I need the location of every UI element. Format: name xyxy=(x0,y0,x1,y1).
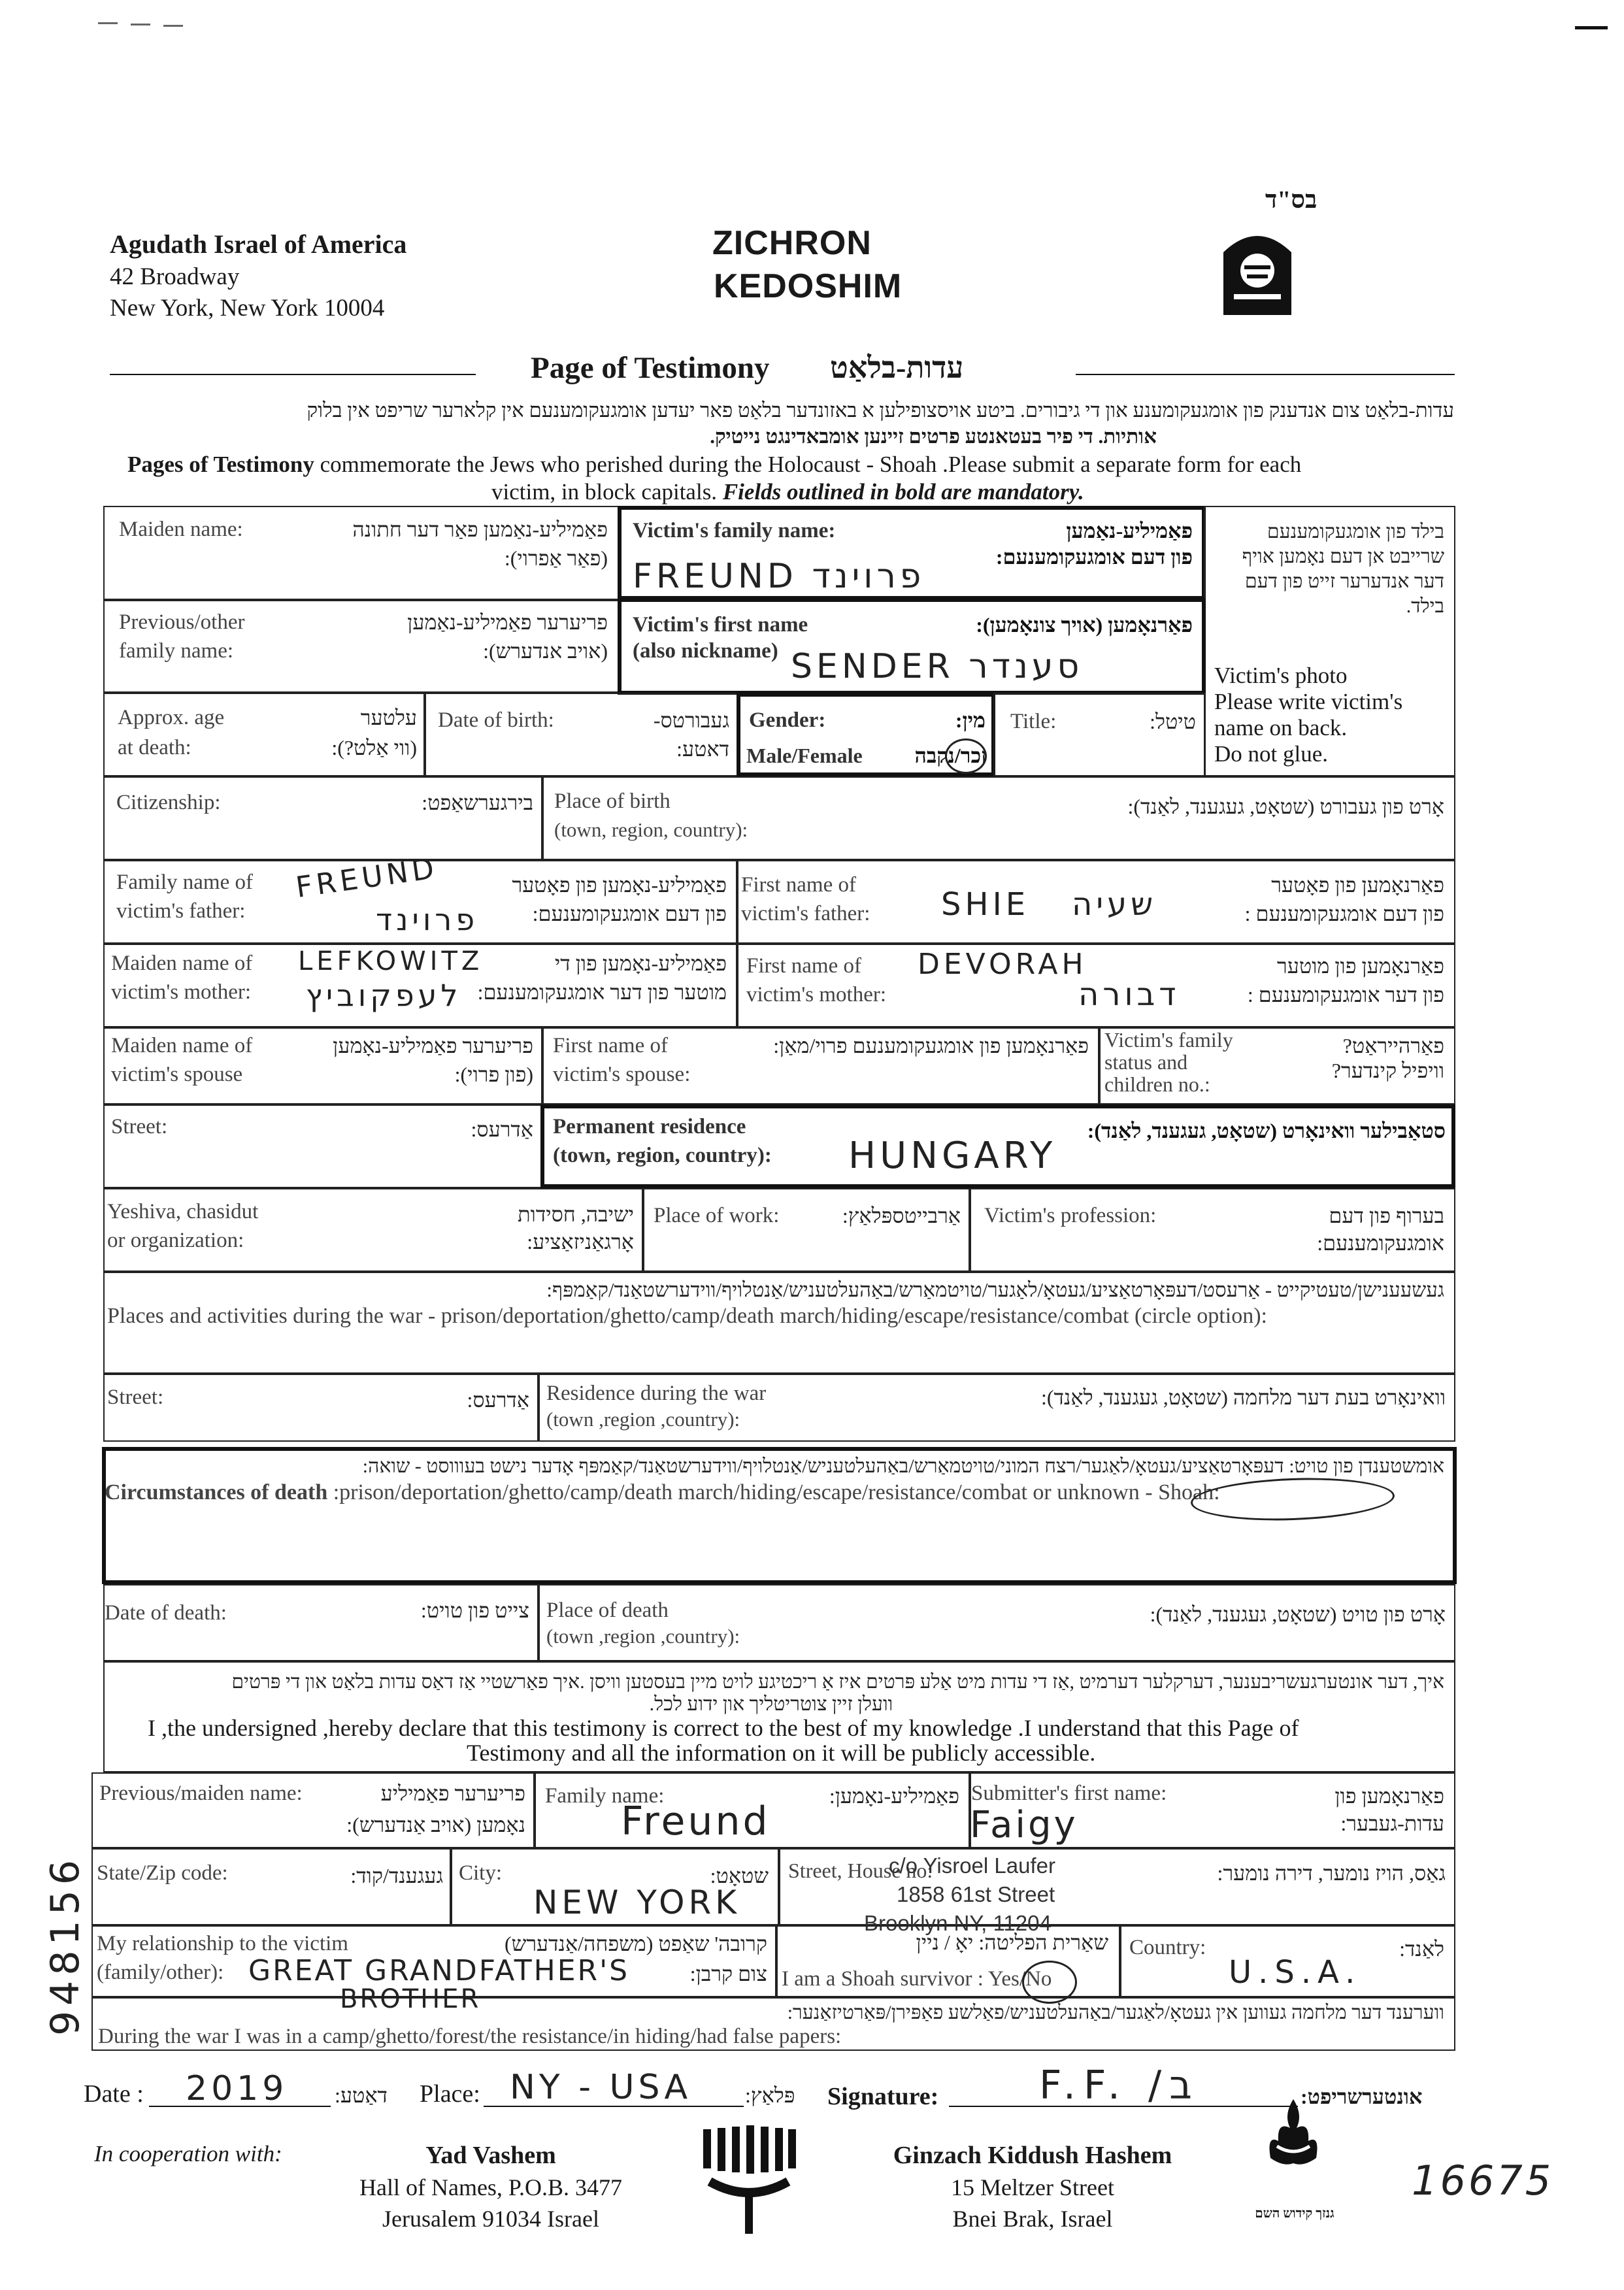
father-first-name-value2: שעיה xyxy=(1072,886,1157,923)
place-of-work-label: Place of work: xyxy=(654,1204,780,1227)
ginzach-logo-icon xyxy=(1257,2095,1329,2206)
citizenship-label: Citizenship: xyxy=(116,791,221,814)
yeshiva-label1: Yeshiva, chasidut xyxy=(107,1200,259,1223)
org-name: Agudath Israel of America xyxy=(110,229,407,259)
father-first-name-label-he2: פון דעם אומגעקומענעם : xyxy=(1244,902,1444,925)
place-of-work-field[interactable] xyxy=(643,1188,970,1272)
scan-mark3 xyxy=(163,25,183,27)
father-family-name-value2: פרוינד xyxy=(376,902,479,937)
submitter-country-label: Country: xyxy=(1129,1936,1206,1959)
spouse-maiden-name-label2: victim's spouse xyxy=(111,1063,243,1086)
gender-label-he2: זכר/נקבה xyxy=(914,744,987,767)
victim-profession-label-he2: אומגעקומענעם: xyxy=(1317,1231,1444,1255)
submitter-city-label-he: שטאָט: xyxy=(710,1864,769,1887)
family-status-label2: status and xyxy=(1104,1050,1188,1074)
submitter-first-name-label-he2: עדות-געבער: xyxy=(1340,1812,1444,1835)
victim-family-name-label: Victim's family name: xyxy=(633,519,836,542)
photo-note-en1: Victim's photo xyxy=(1214,663,1348,688)
father-family-name-value1: FREUND xyxy=(293,852,440,904)
ginzach-address1: 15 Meltzer Street xyxy=(951,2174,1114,2200)
submitter-previous-name-label: Previous/maiden name: xyxy=(99,1782,303,1805)
relationship-label1: My relationship to the victim xyxy=(97,1932,348,1955)
mother-first-name-label2: victim's mother: xyxy=(746,983,887,1006)
place-label-he: פּלאַץ: xyxy=(745,2083,795,2107)
permanent-residence-label1: Permanent residence xyxy=(553,1115,746,1138)
date-label-he: דאַטע: xyxy=(335,2083,388,2107)
submitter-street-label: Street, House no: xyxy=(788,1859,933,1882)
photo-note-en3: name on back. xyxy=(1214,715,1348,740)
during-war-label: During the war I was in a camp/ghetto/forest/the resistance/in hiding/had false papers: xyxy=(98,2025,842,2048)
gender-male-circle-mark xyxy=(945,738,987,774)
family-status-label-he1: פאַרהייראַט? xyxy=(1342,1034,1444,1057)
age-at-death-label-he1: עלטער xyxy=(360,706,417,729)
during-war-label-he: ווערענד דער מלחמה געווען אין געטאָ/לאַגער/באַהעלטעניש/פאַלשע פאַפּירן/פּאַרטיזאַנער: xyxy=(787,2002,1444,2023)
address-stamp-line3: Brooklyn NY, 11204 xyxy=(864,1911,1052,1935)
org-address-line1: 42 Broadway xyxy=(110,263,240,290)
victim-first-name-label-he: פאַרנאָמען (אויך צונאָמען): xyxy=(976,613,1193,637)
yad-vashem-address2: Jerusalem 91034 Israel xyxy=(382,2206,599,2232)
signature-value[interactable]: F.F. /ב xyxy=(1039,2063,1200,2108)
mother-first-name-label-he1: פאַרנאָמען פון מוטער xyxy=(1277,954,1444,978)
submitter-city-label: City: xyxy=(459,1861,503,1885)
war-places-label: Places and activities during the war - prison/deportation/ghetto/camp/death march/hiding/escape/resistance/combat (circle option): xyxy=(107,1304,1267,1328)
street-label-he: אַדרעס: xyxy=(471,1118,533,1141)
previous-family-name-label2: family name: xyxy=(119,639,234,663)
ginzach-logo-text: גנזך קידוש השם xyxy=(1255,2206,1334,2221)
maiden-name-label: Maiden name: xyxy=(119,518,243,541)
submitter-first-name-label-he1: פאַרנאָמען פון xyxy=(1334,1784,1444,1808)
scan-mark1 xyxy=(98,22,118,24)
war-residence-label-he: וואינאָרט בעת דער מלחמה (שטאָט, געגענד, לאַנד): xyxy=(1041,1386,1446,1409)
submitter-first-name-label: Submitter's first name: xyxy=(971,1782,1167,1805)
mother-maiden-name-value1: LEFKOWITZ xyxy=(298,946,484,976)
photo-note-he2: שרייבט אן דעם נאָמען אויף xyxy=(1242,546,1444,567)
yeshiva-label-he1: ישיבה, חסידות xyxy=(518,1203,634,1226)
intro-english-text: commemorate the Jews who perished during the Holocaust - Shoah .Please submit a separate form for each xyxy=(314,452,1302,477)
title-label: Title: xyxy=(1010,710,1057,733)
date-of-birth-label-he2: דאטע: xyxy=(676,737,729,761)
mother-first-name-label1: First name of xyxy=(746,954,861,978)
date-of-death-label-he: צייט פון טויט: xyxy=(420,1599,529,1622)
intro-yiddish-line2: אותיות. די פיר בעטאנטע פרטים זיינען אומבאדינגט נייטיק. xyxy=(710,425,1157,448)
family-status-label3: children no.: xyxy=(1104,1072,1210,1096)
corner-handwritten-number: 16675 xyxy=(1412,2157,1554,2204)
mother-first-name-value1: DEVORAH xyxy=(918,948,1087,981)
title-rule-right xyxy=(1076,374,1455,375)
submitter-first-name-value: Faigy xyxy=(970,1804,1078,1846)
date-label: Date : xyxy=(84,2080,144,2108)
place-of-birth-label1: Place of birth xyxy=(554,789,671,813)
declaration-he1: איך, דער אונטערגעשריבענער, דערקלער דערמיט ,אַז די עדות מיט אַלע פּרטים איז אַ ריכטיגע לויט מיין בעסטען וויסן .איך פאַרשטיי אַז דאַס עדות בלאַט און די פּרטים xyxy=(231,1671,1444,1693)
ginzach-name: Ginzach Kiddush Hashem xyxy=(893,2142,1172,2169)
submitter-state-zip-label: State/Zip code: xyxy=(97,1861,228,1885)
form-title-line1: ZICHRON xyxy=(712,224,872,262)
submitter-country-label-he: לאַנד: xyxy=(1399,1937,1444,1961)
date-of-death-label: Date of death: xyxy=(105,1601,227,1625)
permanent-residence-label2: (town, region, country): xyxy=(553,1144,772,1167)
previous-family-name-label1: Previous/other xyxy=(119,610,245,634)
gender-label-he1: מין: xyxy=(955,708,986,732)
submitter-previous-name-label-he1: פריערער פאַמיליע xyxy=(380,1782,525,1805)
page-title-he: עדות-בלאַט xyxy=(830,351,964,384)
bsd-mark: בס"ד xyxy=(1265,186,1317,214)
maiden-name-label-he2: (פאַר אַפרוי): xyxy=(504,546,608,570)
mother-maiden-name-label-he2: מוטער פון דער אומגעקומענעם: xyxy=(477,980,727,1004)
victim-family-name-label-he2: פון דעם אומגעקומענעם: xyxy=(995,545,1193,569)
war-residence-label2: (town ,region ,country): xyxy=(546,1408,740,1431)
mother-maiden-name-label-he1: פאַמיליע-נאָמען פון די xyxy=(554,952,727,975)
previous-family-name-label-he2: (אויב אנדערש): xyxy=(483,639,608,663)
mother-maiden-name-value2: לעפקוביץ xyxy=(306,978,462,1013)
intro-english-line2 xyxy=(491,478,1341,506)
death-circumstances-bold: Circumstances of death xyxy=(105,1480,328,1504)
father-first-name-label1: First name of xyxy=(741,873,856,897)
mother-first-name-value2: דבורה xyxy=(1078,976,1180,1013)
intro-yiddish-line1: עדות-בלאַט צום אנדענק פון אומגעקומענע און די גיבורים. ביטע אויסצופילען א באזונדער בלאַט פאר יעדען אומגעקומענעם אין קלארער שריפט אין בלוק xyxy=(307,399,1454,422)
gender-label1: Gender: xyxy=(749,708,826,732)
date-of-birth-label: Date of birth: xyxy=(438,708,554,732)
place-of-death-label2: (town ,region ,country): xyxy=(546,1625,740,1648)
shoah-survivor-label-he: שאַרית הפליטה: יאָ / ניין xyxy=(916,1931,1108,1954)
relationship-label-he1: קרובה' שאַפט (משפחה/אַנדערש) xyxy=(505,1932,767,1955)
intro-english-bold: Pages of Testimony xyxy=(127,452,314,477)
spouse-first-name-label1: First name of xyxy=(553,1034,668,1057)
declaration-he2: וועלן זיין צוטריטליך און ידוע לכל. xyxy=(649,1693,893,1715)
victim-profession-label: Victim's profession: xyxy=(984,1204,1157,1227)
father-family-name-label-he2: פון דעם אומגעקומענעם: xyxy=(532,902,727,925)
photo-note-he4: בילד. xyxy=(1406,595,1444,617)
agudath-logo-icon xyxy=(1221,226,1294,315)
submitter-street-label-he: גאַס, הויז נומער, דירה נומער: xyxy=(1217,1861,1446,1885)
photo-note-he1: בילד פון אומגעקומענעם xyxy=(1267,521,1444,542)
signature-label-he: אונטערשריפט: xyxy=(1301,2085,1423,2108)
previous-family-name-label-he1: פריערער פאַמיליע-נאַמען xyxy=(407,610,608,634)
intro-english-mandatory: Fields outlined in bold are mandatory. xyxy=(722,479,1084,505)
spouse-first-name-label2: victim's spouse: xyxy=(553,1063,691,1086)
age-at-death-label1: Approx. age xyxy=(118,706,225,729)
page-title-en: Page of Testimony xyxy=(531,351,770,385)
yeshiva-label2: or organization: xyxy=(107,1229,244,1252)
intro-english-line1 xyxy=(127,451,1474,478)
title-field[interactable] xyxy=(993,693,1206,776)
maiden-name-label-he1: פאַמיליע-נאַמען פאַר דער חתונה xyxy=(352,518,608,541)
date-value[interactable]: 2019 xyxy=(186,2069,288,2108)
address-stamp-line1: c/o Yisroel Laufer xyxy=(889,1853,1055,1878)
war-residence-label1: Residence during the war xyxy=(546,1382,767,1405)
shoah-survivor-label: I am a Shoah survivor : Yes/No xyxy=(782,1967,1052,1991)
death-circumstances-label-he: אומשטענדן פון טויט: דעפּאָרטאַציע/געטאָ/לאַגער/רצח המוני/טויטמאַרש/באַהעלטעניש/אַנטלויף/ווידערשטאַנד/קאַמפּף אָדער נישט בעוווסט - שואה: xyxy=(362,1455,1444,1477)
family-status-label-he2: וויפיל קינדער? xyxy=(1331,1059,1444,1082)
page-corner-mark xyxy=(1575,26,1608,29)
yad-vashem-address1: Hall of Names, P.O.B. 3477 xyxy=(359,2174,622,2200)
father-first-name-label2: victim's father: xyxy=(741,902,870,925)
street-label: Street: xyxy=(111,1115,168,1138)
spouse-maiden-name-label-he1: פריערער פאַמיליע-נאָמען xyxy=(333,1034,533,1057)
father-family-name-label1: Family name of xyxy=(116,871,253,894)
yeshiva-label-he2: אָרגאַניזאַציע: xyxy=(527,1230,634,1253)
submitter-country-value: U.S.A. xyxy=(1229,1954,1362,1991)
war-places-label-he: געשעענישן/טעטיקייט - אַרעסט/דעפּאָרטאַציע/געטאָ/לאַגער/טויטמאַרש/באַהעלטעניש/אַנטלויף/ווידערשטאַנד/קאַמפּף: xyxy=(546,1278,1444,1301)
spouse-maiden-name-label-he2: (פון פרוי): xyxy=(454,1063,533,1086)
place-label: Place: xyxy=(420,2080,480,2108)
father-first-name-label-he1: פאַרנאָמען פון פאָטער xyxy=(1271,873,1444,897)
date-of-birth-field[interactable] xyxy=(425,693,738,776)
title-label-he: טיטל: xyxy=(1150,710,1196,733)
cooperation-label: In cooperation with: xyxy=(94,2141,282,2166)
yad-vashem-menorah-icon xyxy=(697,2125,801,2236)
war-street-label-he: אַדרעס: xyxy=(467,1388,529,1412)
yad-vashem-name: Yad Vashem xyxy=(425,2142,556,2169)
submitter-previous-name-label-he2: נאָמען (אויב אַנדערש): xyxy=(346,1813,525,1836)
scan-mark2 xyxy=(131,24,150,25)
org-address-line2: New York, New York 10004 xyxy=(110,295,385,322)
submitter-state-zip-label-he: געגענד/קוד: xyxy=(350,1864,443,1887)
place-of-birth-label2: (town, region, country): xyxy=(554,818,748,841)
signature-label: Signature: xyxy=(827,2083,939,2110)
place-of-birth-label-he: אָרט פון געבורט (שטאָט, געגענד, לאַנד): xyxy=(1127,795,1444,818)
form-title-line2: KEDOSHIM xyxy=(714,267,903,305)
permanent-residence-label-he: סטאַבילער וואינאָרט (שטאָט, געגענד, לאַנד): xyxy=(1087,1119,1446,1142)
photo-note-he3: דער אנדערער זייט פון דעם xyxy=(1244,571,1444,592)
mother-first-name-label-he2: פון דער אומגעקומענעם : xyxy=(1247,983,1444,1006)
intro-english-text2: victim, in block capitals. xyxy=(491,479,723,505)
declaration-en2: Testimony and all the information on it will be publicly accessible. xyxy=(467,1740,1096,1766)
photo-note-en4: Do not glue. xyxy=(1214,741,1329,767)
place-of-death-label-he: אָרט פון טויט (שטאָט, געגענד, לאַנד): xyxy=(1150,1602,1446,1626)
war-street-label: Street: xyxy=(107,1386,164,1409)
father-first-name-value1: SHIE xyxy=(941,886,1030,923)
submitter-family-name-label-he: פאַמיליע-נאָמען: xyxy=(829,1784,959,1808)
margin-handwritten-id: 948156 xyxy=(42,1854,88,2036)
date-of-birth-label-he1: געבורטס- xyxy=(653,708,729,732)
submitter-family-name-value: Freund xyxy=(621,1799,771,1844)
victim-profession-label-he1: בערוף פון דעם xyxy=(1329,1204,1444,1227)
place-value[interactable]: NY - USA xyxy=(510,2068,692,2107)
family-status-label1: Victim's family xyxy=(1104,1028,1233,1052)
victim-first-name-label1: Victim's first name xyxy=(633,613,808,637)
citizenship-label-he: בירגערשאַפט: xyxy=(422,791,533,814)
mother-maiden-name-label2: victim's mother: xyxy=(111,980,252,1004)
age-at-death-label2: at death: xyxy=(118,736,191,759)
title-rule-left xyxy=(110,374,476,375)
submitter-city-value: NEW YORK xyxy=(533,1883,741,1921)
address-stamp-line2: 1858 61st Street xyxy=(897,1882,1055,1906)
declaration-en1: I ,the undersigned ,hereby declare that this testimony is correct to the best of my knowledge .I understand that this Page of xyxy=(148,1715,1299,1741)
victim-family-name-value: FREUND פרוינד xyxy=(633,557,925,596)
ginzach-address2: Bnei Brak, Israel xyxy=(952,2206,1113,2232)
place-of-work-label-he: אַרבייטספּלאַץ: xyxy=(842,1204,961,1227)
gender-label2: Male/Female xyxy=(746,744,863,767)
submitter-family-name-label: Family name: xyxy=(545,1784,665,1808)
place-of-death-label1: Place of death xyxy=(546,1599,669,1622)
age-at-death-label-he2: (ווי אַלט?): xyxy=(331,736,417,759)
relationship-label2: (family/other): xyxy=(97,1961,224,1984)
relationship-label-he2: צום קרבן: xyxy=(689,1962,767,1985)
photo-note-en2: Please write victim's xyxy=(1214,689,1403,714)
spouse-maiden-name-label1: Maiden name of xyxy=(111,1034,253,1057)
victim-family-name-label-he1: פאַמיליע-נאַמען xyxy=(1066,519,1193,542)
relationship-value1: GREAT GRANDFATHER'S xyxy=(248,1954,630,1987)
victim-first-name-value: SENDER סענדר xyxy=(791,647,1084,686)
father-family-name-label2: victim's father: xyxy=(116,899,246,923)
spouse-first-name-label-he: פאַרנאָמען פון אומגעקומענעם פרוי/מאַן: xyxy=(773,1034,1089,1057)
death-circumstances-text: :prison/deportation/ghetto/camp/death march/hiding/escape/resistance/combat or unknown - Shoah: xyxy=(327,1480,1220,1504)
mother-maiden-name-label1: Maiden name of xyxy=(111,952,253,975)
permanent-residence-value: HUNGARY xyxy=(848,1135,1057,1177)
father-family-name-label-he1: פאַמיליע-נאָמען פון פאָטער xyxy=(512,873,727,897)
relationship-value2: BROTHER xyxy=(340,1984,481,2014)
victim-first-name-label2: (also nickname) xyxy=(633,639,778,663)
